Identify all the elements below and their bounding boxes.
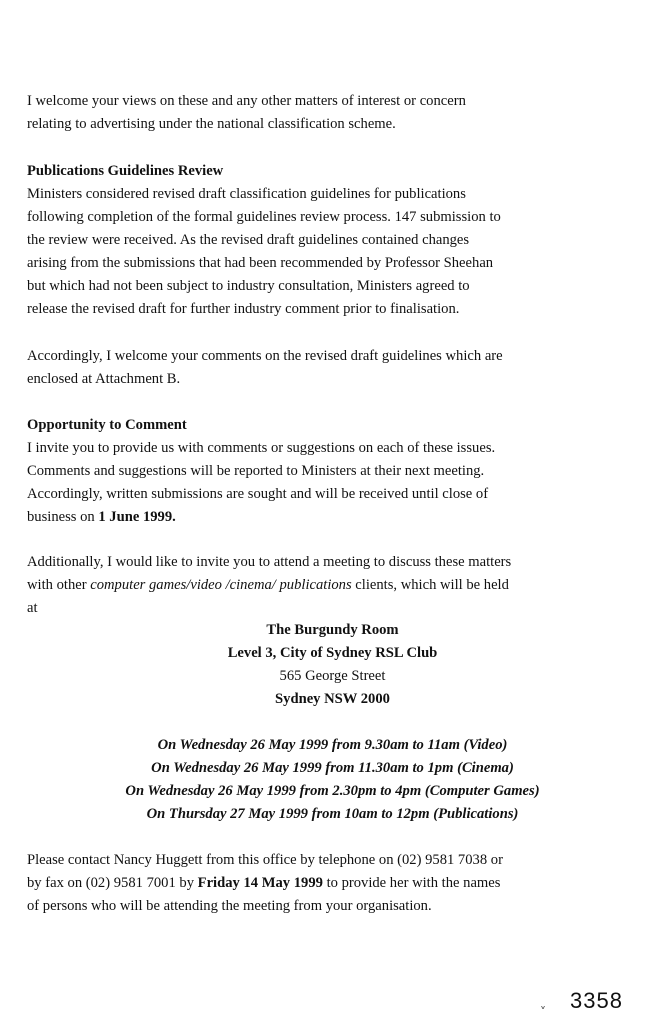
venue-level: Level 3, City of Sydney RSL Club xyxy=(227,645,438,661)
opportunity-paragraph xyxy=(27,437,587,529)
additionally-suffix: clients, which will be held xyxy=(351,577,509,593)
session-list xyxy=(0,734,665,826)
contact-line-2 xyxy=(27,872,587,895)
venue-address xyxy=(0,619,665,711)
additionally-paragraph xyxy=(27,551,587,620)
additionally-prefix: with other xyxy=(27,577,91,593)
page-mark: ˬ xyxy=(540,995,546,1009)
additionally-line-3: at xyxy=(27,600,38,616)
contact-prefix: by fax on (02) 9581 7001 by xyxy=(27,875,198,891)
page-number: 3358 xyxy=(570,988,623,1013)
publications-heading: Publications Guidelines Review xyxy=(27,163,224,179)
publications-line: Ministers considered revised draft classification guidelines for publications xyxy=(27,186,466,202)
session-item: On Thursday 27 May 1999 from 10am to 12pm (Publications) xyxy=(146,806,519,822)
publications-paragraph xyxy=(27,183,587,321)
intro-line-1: I welcome your views on these and any other matters of interest or concern xyxy=(27,93,466,109)
submission-deadline: 1 June 1999. xyxy=(98,509,176,525)
publications-line: but which had not been subject to industry consultation, Ministers agreed to xyxy=(27,278,470,294)
opportunity-line: Accordingly, written submissions are sought and will be received until close of xyxy=(27,486,489,502)
session-item: On Wednesday 26 May 1999 from 9.30am to 11am (Video) xyxy=(157,737,508,753)
publications-line: arising from the submissions that had been recommended by Professor Sheehan xyxy=(27,255,494,271)
contact-suffix: to provide her with the names xyxy=(322,875,501,891)
client-types: computer games/video /cinema/ publications xyxy=(90,577,352,593)
contact-line-3: of persons who will be attending the meeting from your organisation. xyxy=(27,898,432,914)
rsvp-deadline: Friday 14 May 1999 xyxy=(197,875,323,891)
venue-city: Sydney NSW 2000 xyxy=(275,691,390,707)
accordingly-line-2: enclosed at Attachment B. xyxy=(27,371,181,387)
intro-line-2: relating to advertising under the national classification scheme. xyxy=(27,116,396,132)
contact-line-1: Please contact Nancy Huggett from this office by telephone on (02) 9581 7038 or xyxy=(27,852,503,868)
publications-line: release the revised draft for further industry comment prior to finalisation. xyxy=(27,301,460,317)
session-item: On Wednesday 26 May 1999 from 2.30pm to 4pm (Computer Games) xyxy=(125,783,540,799)
opportunity-line: Comments and suggestions will be reported to Ministers at their next meeting. xyxy=(27,463,485,479)
opportunity-last-prefix: business on xyxy=(27,509,99,525)
session-item: On Wednesday 26 May 1999 from 11.30am to 1pm (Cinema) xyxy=(151,760,514,776)
publications-line: the review were received. As the revised draft guidelines contained changes xyxy=(27,232,470,248)
venue-name: The Burgundy Room xyxy=(266,622,399,638)
publications-line: following completion of the formal guidelines review process. 147 submission to xyxy=(27,209,501,225)
additionally-line-1: Additionally, I would like to invite you to attend a meeting to discuss these matters xyxy=(27,554,512,570)
opportunity-line-last xyxy=(27,506,587,529)
accordingly-line-1: Accordingly, I welcome your comments on the revised draft guidelines which are xyxy=(27,348,503,364)
accordingly-paragraph xyxy=(27,345,587,391)
opportunity-line: I invite you to provide us with comments or suggestions on each of these issues. xyxy=(27,440,496,456)
additionally-line-2 xyxy=(27,574,587,597)
contact-paragraph xyxy=(27,849,587,918)
opportunity-heading: Opportunity to Comment xyxy=(27,417,187,433)
intro-paragraph xyxy=(27,90,587,136)
venue-street: 565 George Street xyxy=(279,668,386,684)
